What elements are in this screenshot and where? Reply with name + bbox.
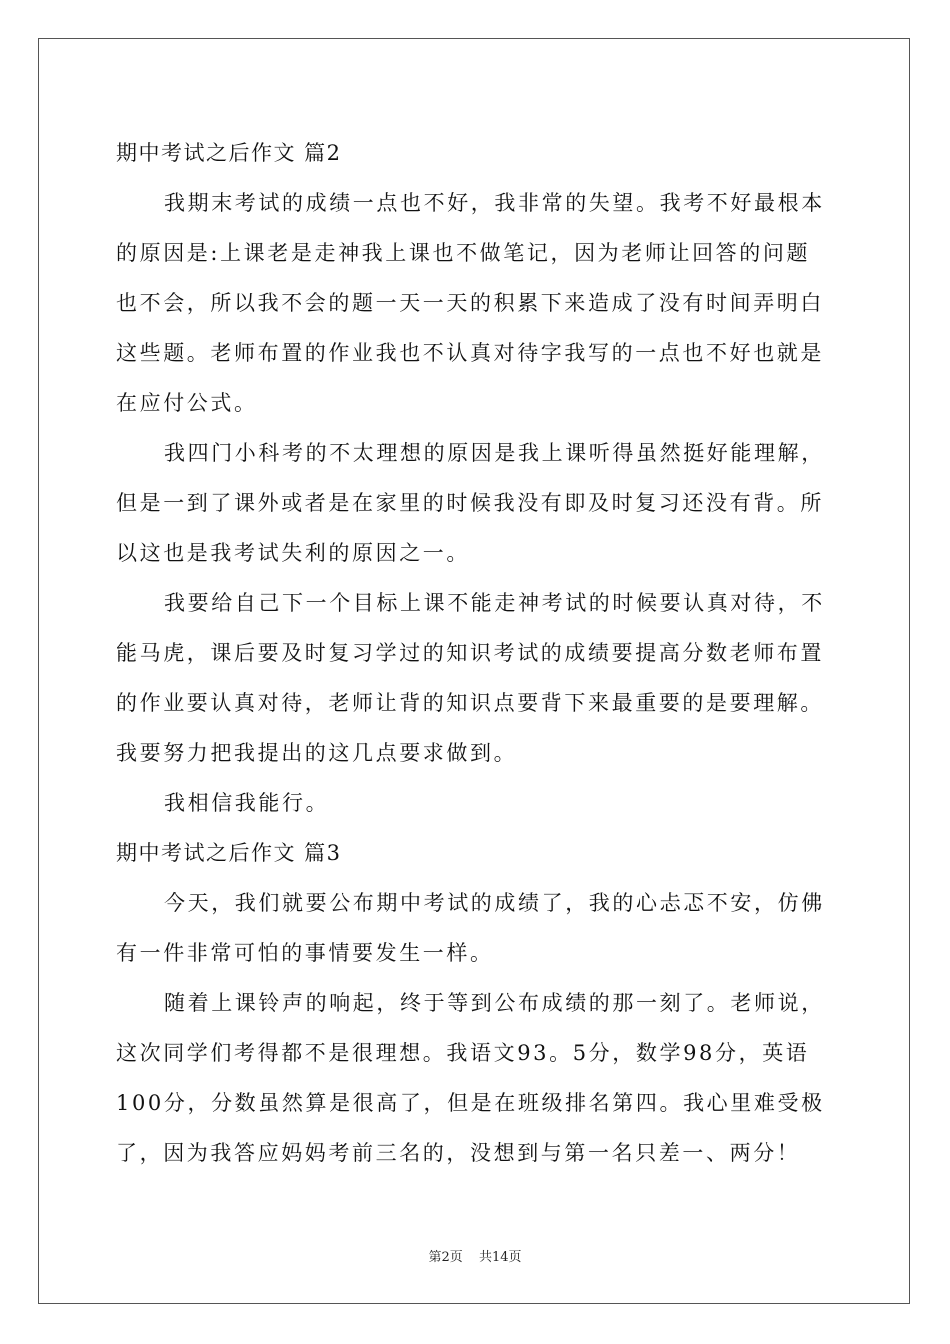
text-line: 这些题。老师布置的作业我也不认真对待字我写的一点也不好也就是 [116, 341, 824, 365]
section-heading: 期中考试之后作文 篇2 [116, 141, 342, 165]
text-line: 的作业要认真对待，老师让背的知识点要背下来最重要的是要理解。 [116, 691, 824, 715]
page-total: 共14页 [478, 1250, 522, 1265]
section-heading: 期中考试之后作文 篇3 [116, 841, 342, 865]
text-line: 我相信我能行。 [164, 791, 330, 815]
text-line: 了，因为我答应妈妈考前三名的，没想到与第一名只差一、两分！ [116, 1141, 801, 1165]
text-line: 的原因是:上课老是走神我上课也不做笔记，因为老师让回答的问题 [116, 241, 811, 265]
text-line: 能马虎，课后要及时复习学过的知识考试的成绩要提高分数老师布置 [116, 641, 824, 665]
text-line: 今天，我们就要公布期中考试的成绩了，我的心忐忑不安，仿佛 [164, 891, 825, 915]
document-body [116, 128, 836, 1178]
text-line: 有一件非常可怕的事情要发生一样。 [116, 941, 494, 965]
paragraph [116, 428, 836, 578]
text-line: 以这也是我考试失利的原因之一。 [116, 541, 470, 565]
page-number: 第2页 [428, 1250, 463, 1265]
text-line: 100分，分数虽然算是很高了，但是在班级排名第四。我心里难受极 [116, 1091, 825, 1115]
paragraph [116, 578, 836, 778]
text-line: 在应付公式。 [116, 391, 258, 415]
text-line: 我要努力把我提出的这几点要求做到。 [116, 741, 518, 765]
paragraph [116, 978, 836, 1178]
page-footer [0, 1246, 950, 1265]
text-line: 但是一到了课外或者是在家里的时候我没有即及时复习还没有背。所 [116, 491, 824, 515]
text-line: 我期末考试的成绩一点也不好，我非常的失望。我考不好最根本 [164, 191, 825, 215]
text-line: 我要给自己下一个目标上课不能走神考试的时候要认真对待，不 [164, 591, 825, 615]
paragraph [116, 878, 836, 978]
paragraph [116, 178, 836, 428]
text-line: 这次同学们考得都不是很理想。我语文93。5分，数学98分，英语 [116, 1041, 810, 1065]
text-line: 随着上课铃声的响起，终于等到公布成绩的那一刻了。老师说， [164, 991, 825, 1015]
text-line: 我四门小科考的不太理想的原因是我上课听得虽然挺好能理解， [164, 441, 825, 465]
paragraph [116, 778, 836, 828]
text-line: 也不会，所以我不会的题一天一天的积累下来造成了没有时间弄明白 [116, 291, 824, 315]
